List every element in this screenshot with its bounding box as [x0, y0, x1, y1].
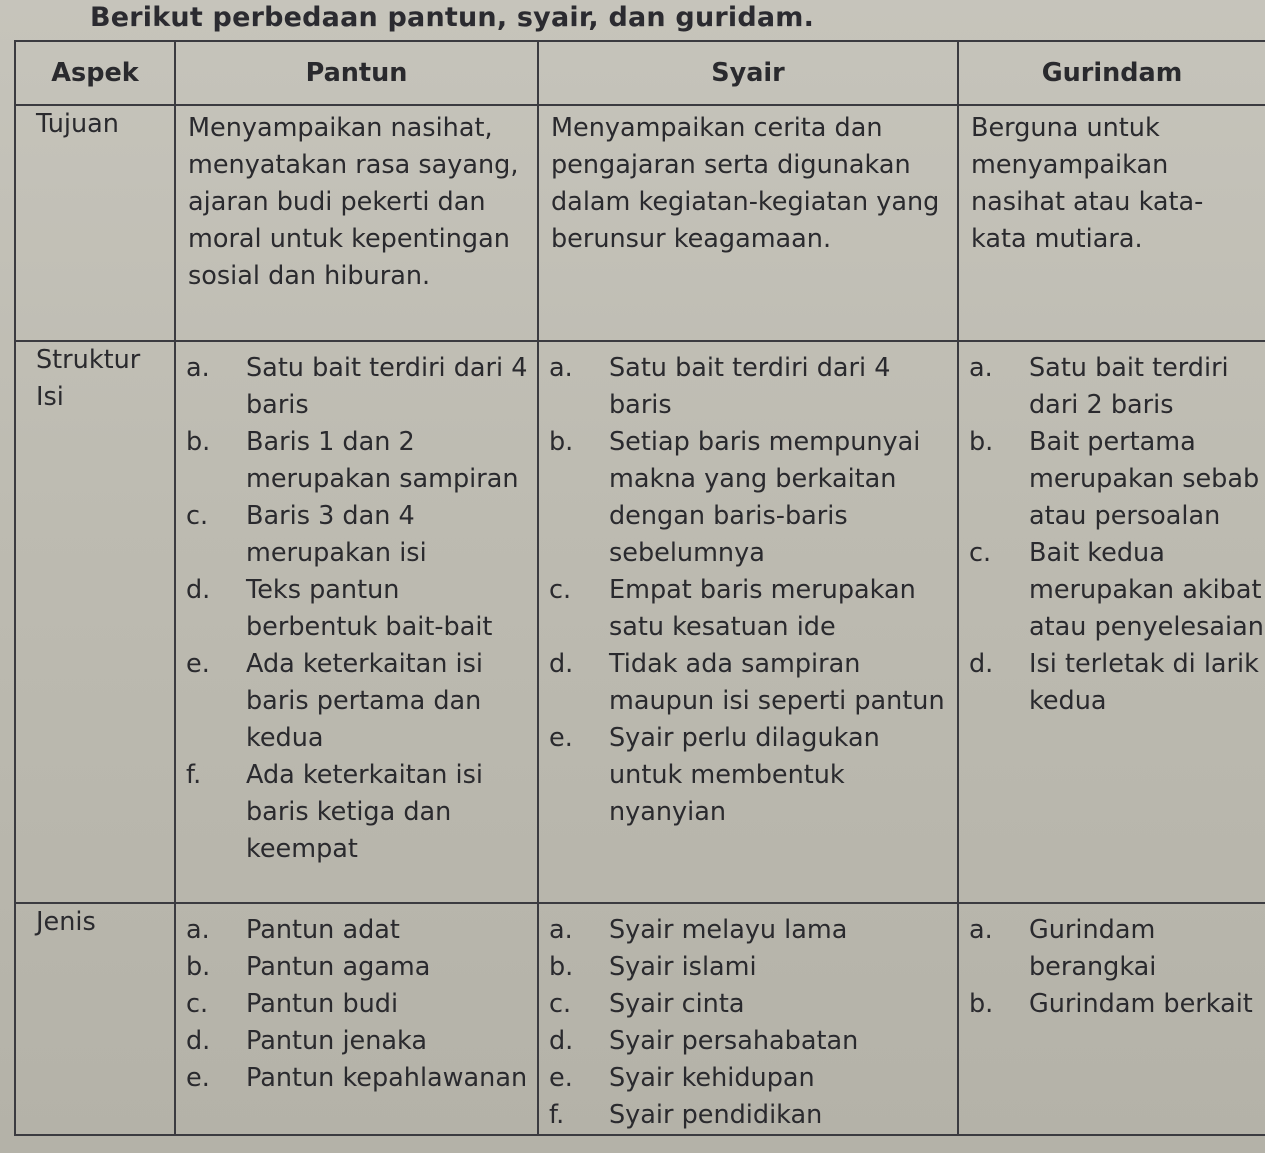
item-text: Satu bait terdiri dari 4 baris [609, 353, 891, 420]
item-marker: c. [969, 538, 992, 568]
list-item [186, 572, 537, 646]
item-text: Setiap baris mempunyai makna yang berkaitan dengan baris-baris sebelumnya [609, 427, 921, 568]
header-syair: Syair [538, 41, 958, 105]
table-header-row [15, 41, 1265, 105]
item-text: Empat baris merupakan satu kesatuan ide [609, 575, 916, 642]
syair-struktur [538, 341, 958, 903]
item-marker: d. [549, 1026, 574, 1056]
pantun-tujuan: Menyampaikan nasihat, menyatakan rasa sayang, ajaran budi pekerti dan moral untuk kepentingan sosial dan hiburan. [175, 105, 538, 341]
header-gurindam: Gurindam [958, 41, 1265, 105]
item-text: Syair melayu lama [609, 915, 848, 945]
list-item [186, 912, 537, 949]
item-text: Syair perlu dilagukan untuk membentuk nyanyian [609, 723, 880, 827]
item-text: Pantun agama [246, 952, 431, 982]
item-marker: a. [969, 915, 993, 945]
syair-tujuan: Menyampaikan cerita dan pengajaran serta digunakan dalam kegiatan-kegiatan yang berunsur keagamaan. [538, 105, 958, 341]
item-text: Satu bait terdiri dari 2 baris [1029, 353, 1229, 420]
item-text: Satu bait terdiri dari 4 baris [246, 353, 528, 420]
syair-struktur-list [539, 342, 957, 831]
aspek-cell: Tujuan [15, 105, 175, 341]
item-text: Pantun jenaka [246, 1026, 427, 1056]
gurindam-tujuan: Berguna untuk menyampaikan nasihat atau kata-kata mutiara. [958, 105, 1265, 341]
item-marker: d. [186, 1026, 211, 1056]
item-marker: a. [549, 915, 573, 945]
list-item [549, 1060, 957, 1097]
table-row-struktur-isi [15, 341, 1265, 903]
item-marker: b. [549, 427, 574, 457]
list-item [969, 912, 1265, 986]
item-marker: b. [969, 427, 994, 457]
list-item [969, 350, 1265, 424]
item-text: Syair islami [609, 952, 757, 982]
item-text: Ada keterkaitan isi baris pertama dan kedua [246, 649, 484, 753]
list-item [186, 986, 537, 1023]
list-item [969, 986, 1265, 1023]
list-item [186, 1023, 537, 1060]
item-marker: a. [186, 915, 210, 945]
page-heading: Berikut perbedaan pantun, syair, dan guridam. [90, 2, 815, 33]
list-item [549, 720, 957, 831]
item-marker: d. [969, 649, 994, 679]
item-text: Baris 1 dan 2 merupakan sampiran [246, 427, 519, 494]
aspek-cell: Jenis [15, 903, 175, 1135]
item-marker: a. [549, 353, 573, 383]
list-item [549, 912, 957, 949]
item-text: Teks pantun berbentuk bait-bait [246, 575, 493, 642]
item-marker: c. [549, 575, 572, 605]
item-marker: e. [186, 1063, 210, 1093]
item-marker: e. [549, 723, 573, 753]
list-item [186, 424, 537, 498]
gurindam-jenis [958, 903, 1265, 1135]
item-marker: c. [549, 989, 572, 1019]
item-marker: e. [186, 649, 210, 679]
item-text: Tidak ada sampiran maupun isi seperti pantun [609, 649, 945, 716]
aspek-cell: Struktur Isi [15, 341, 175, 903]
list-item [549, 1023, 957, 1060]
item-marker: b. [969, 989, 994, 1019]
comparison-table [14, 40, 1265, 1136]
item-marker: d. [549, 649, 574, 679]
list-item [186, 949, 537, 986]
item-text: Gurindam berkait [1029, 989, 1253, 1019]
item-text: Ada keterkaitan isi baris ketiga dan keempat [246, 760, 484, 864]
list-item [549, 646, 957, 720]
list-item [549, 1097, 957, 1134]
item-marker: f. [186, 760, 202, 790]
item-text: Isi terletak di larik kedua [1029, 649, 1259, 716]
pantun-struktur [175, 341, 538, 903]
pantun-struktur-list [176, 342, 537, 868]
list-item [186, 646, 537, 757]
item-text: Bait pertama merupakan sebab atau persoalan [1029, 427, 1260, 531]
item-marker: b. [186, 952, 211, 982]
list-item [186, 498, 537, 572]
item-marker: e. [549, 1063, 573, 1093]
list-item [549, 572, 957, 646]
gurindam-struktur-list [959, 342, 1265, 720]
list-item [969, 535, 1265, 646]
gurindam-jenis-list [959, 904, 1265, 1023]
list-item [969, 424, 1265, 535]
pantun-jenis-list [176, 904, 537, 1097]
item-text: Pantun kepahlawanan [246, 1063, 528, 1093]
list-item [186, 350, 537, 424]
item-text: Syair kehidupan [609, 1063, 815, 1093]
header-pantun: Pantun [175, 41, 538, 105]
item-text: Syair pendidikan [609, 1100, 823, 1130]
list-item [549, 350, 957, 424]
gurindam-struktur [958, 341, 1265, 903]
list-item [186, 1060, 537, 1097]
item-marker: d. [186, 575, 211, 605]
list-item [549, 424, 957, 572]
item-text: Pantun budi [246, 989, 399, 1019]
table-row-tujuan [15, 105, 1265, 341]
item-text: Gurindam berangkai [1029, 915, 1157, 982]
item-text: Syair cinta [609, 989, 745, 1019]
list-item [549, 949, 957, 986]
item-text: Bait kedua merupakan akibat atau penyelesaian [1029, 538, 1264, 642]
list-item [186, 757, 537, 868]
item-marker: c. [186, 501, 209, 531]
item-marker: b. [549, 952, 574, 982]
syair-jenis-list [539, 904, 957, 1134]
item-marker: a. [969, 353, 993, 383]
item-marker: a. [186, 353, 210, 383]
item-text: Baris 3 dan 4 merupakan isi [246, 501, 427, 568]
item-text: Pantun adat [246, 915, 400, 945]
item-text: Syair persahabatan [609, 1026, 859, 1056]
header-aspek: Aspek [15, 41, 175, 105]
syair-jenis [538, 903, 958, 1135]
list-item [549, 986, 957, 1023]
table-row-jenis [15, 903, 1265, 1135]
item-marker: b. [186, 427, 211, 457]
list-item [969, 646, 1265, 720]
item-marker: f. [549, 1100, 565, 1130]
pantun-jenis [175, 903, 538, 1135]
item-marker: c. [186, 989, 209, 1019]
